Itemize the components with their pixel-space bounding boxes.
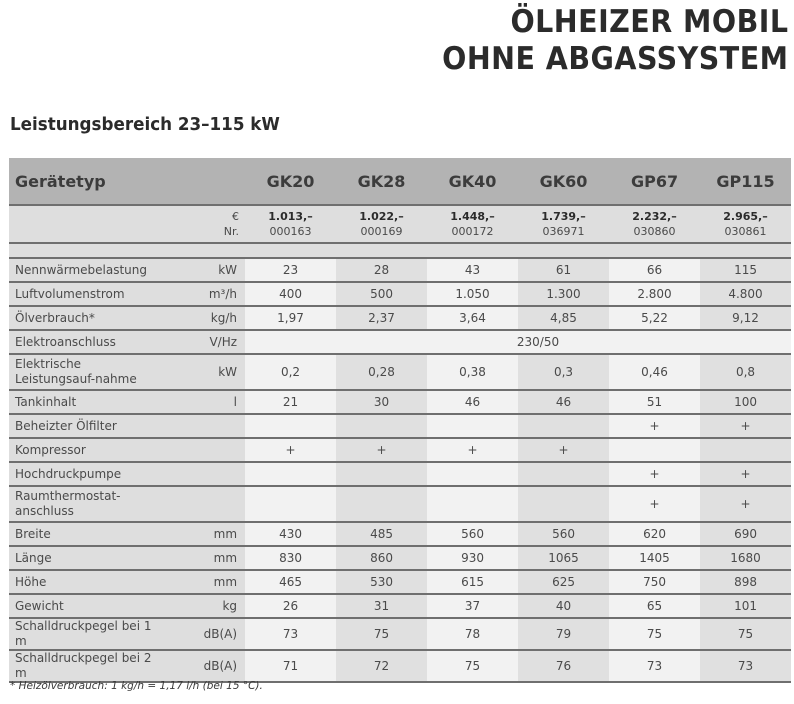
value-cell xyxy=(518,486,609,522)
model-header: GK28 xyxy=(336,158,427,205)
value-cell: 75 xyxy=(336,618,427,650)
row-unit: dB(A) xyxy=(164,650,245,682)
value-cell: 40 xyxy=(518,594,609,618)
article-number: 000172 xyxy=(451,225,494,238)
section-subtitle: Leistungsbereich 23–115 kW xyxy=(10,114,280,135)
value-cell: 79 xyxy=(518,618,609,650)
value-cell: 400 xyxy=(245,282,336,306)
price: 1.022,– xyxy=(359,210,404,223)
row-label: Ölverbrauch* xyxy=(15,310,95,325)
row-label-cell xyxy=(9,594,164,618)
price-cell xyxy=(700,205,791,243)
table-row xyxy=(9,282,791,306)
title-line-1: ÖLHEIZER MOBIL xyxy=(509,4,788,40)
row-label: Elektrische Leistungsauf-nahme xyxy=(15,357,137,386)
value-cell: 830 xyxy=(245,546,336,570)
row-label: Beheizter Ölfilter xyxy=(15,418,117,433)
price-cell xyxy=(336,205,427,243)
row-unit: dB(A) xyxy=(164,618,245,650)
value-cell xyxy=(518,414,609,438)
value-cell: 51 xyxy=(609,390,700,414)
value-cell: 46 xyxy=(427,390,518,414)
value-cell: 1.050 xyxy=(427,282,518,306)
table-row xyxy=(9,594,791,618)
row-label-cell xyxy=(9,438,164,462)
row-label-cell xyxy=(9,390,164,414)
value-cell: 0,8 xyxy=(700,354,791,390)
row-label-cell xyxy=(9,618,164,650)
price: 2.232,– xyxy=(632,210,677,223)
row-label-cell xyxy=(9,414,164,438)
value-cell: + xyxy=(700,414,791,438)
value-cell: 430 xyxy=(245,522,336,546)
row-label: Luftvolumenstrom xyxy=(15,286,125,301)
price: 1.739,– xyxy=(541,210,586,223)
value-cell: 30 xyxy=(336,390,427,414)
table-row xyxy=(9,438,791,462)
row-label: Elektroanschluss xyxy=(15,334,116,349)
row-unit: mm xyxy=(164,546,245,570)
row-label: Kompressor xyxy=(15,442,86,457)
article-number: 030860 xyxy=(633,225,676,238)
value-cell: + xyxy=(427,438,518,462)
footnote: * Heizölverbrauch: 1 kg/h = 1,17 l/h (bei 15 °C). xyxy=(10,680,263,692)
value-cell: 31 xyxy=(336,594,427,618)
row-label-cell xyxy=(9,330,164,354)
table-row xyxy=(9,486,791,522)
row-label: Breite xyxy=(15,526,51,541)
value-cell: 0,28 xyxy=(336,354,427,390)
value-cell: 9,12 xyxy=(700,306,791,330)
value-cell: 1065 xyxy=(518,546,609,570)
row-label-cell xyxy=(9,354,164,390)
table-row xyxy=(9,306,791,330)
value-cell: 100 xyxy=(700,390,791,414)
row-label: Gewicht xyxy=(15,598,64,613)
value-cell: 750 xyxy=(609,570,700,594)
value-cell: 2,37 xyxy=(336,306,427,330)
row-unit: mm xyxy=(164,522,245,546)
row-unit: mm xyxy=(164,570,245,594)
row-label: Raumthermostat-anschluss xyxy=(15,489,121,518)
value-cell: 0,46 xyxy=(609,354,700,390)
value-cell: 73 xyxy=(609,650,700,682)
value-cell: 78 xyxy=(427,618,518,650)
row-unit: m³/h xyxy=(164,282,245,306)
value-cell: 65 xyxy=(609,594,700,618)
value-cell: + xyxy=(700,462,791,486)
value-cell xyxy=(427,414,518,438)
row-unit: V/Hz xyxy=(164,330,245,354)
value-cell: 1680 xyxy=(700,546,791,570)
model-header: GK40 xyxy=(427,158,518,205)
row-label-cell xyxy=(9,570,164,594)
value-cell: 75 xyxy=(609,618,700,650)
value-cell: 5,22 xyxy=(609,306,700,330)
value-cell: 26 xyxy=(245,594,336,618)
row-label-cell xyxy=(9,258,164,282)
value-cell: 101 xyxy=(700,594,791,618)
row-label-cell xyxy=(9,462,164,486)
value-cell xyxy=(245,486,336,522)
value-cell xyxy=(427,486,518,522)
value-cell xyxy=(336,486,427,522)
spec-body xyxy=(9,258,791,682)
table-row xyxy=(9,522,791,546)
value-cell: 898 xyxy=(700,570,791,594)
value-cell: + xyxy=(609,486,700,522)
article-number: 030861 xyxy=(724,225,767,238)
value-cell: 46 xyxy=(518,390,609,414)
value-cell: 4.800 xyxy=(700,282,791,306)
price-cell xyxy=(609,205,700,243)
article-number: 000163 xyxy=(269,225,312,238)
value-cell: 28 xyxy=(336,258,427,282)
row-label: Hochdruckpumpe xyxy=(15,466,122,481)
price: 1.448,– xyxy=(450,210,495,223)
value-cell: + xyxy=(700,486,791,522)
price-cell xyxy=(245,205,336,243)
table-row xyxy=(9,546,791,570)
value-cell: 0,38 xyxy=(427,354,518,390)
row-label-cell xyxy=(9,486,164,522)
value-cell: 690 xyxy=(700,522,791,546)
table-header-row xyxy=(9,158,791,205)
value-cell: 61 xyxy=(518,258,609,282)
spacer-row xyxy=(9,243,791,258)
value-cell: 530 xyxy=(336,570,427,594)
spec-table xyxy=(9,158,791,683)
value-cell: 76 xyxy=(518,650,609,682)
price: 2.965,– xyxy=(723,210,768,223)
row-label: Nennwärmebelastung xyxy=(15,262,148,277)
value-cell: 0,3 xyxy=(518,354,609,390)
value-cell: 75 xyxy=(427,650,518,682)
table-row xyxy=(9,390,791,414)
price-cell xyxy=(518,205,609,243)
number-unit: Nr. xyxy=(223,225,240,238)
value-cell xyxy=(518,462,609,486)
row-label: Tankinhalt xyxy=(15,394,77,409)
value-cell: 930 xyxy=(427,546,518,570)
value-cell: 465 xyxy=(245,570,336,594)
value-cell: 0,2 xyxy=(245,354,336,390)
price-row xyxy=(9,205,791,243)
row-label-cell xyxy=(9,522,164,546)
value-cell: 485 xyxy=(336,522,427,546)
value-cell: 1,97 xyxy=(245,306,336,330)
value-cell xyxy=(609,438,700,462)
row-unit: kW xyxy=(164,258,245,282)
value-cell: 71 xyxy=(245,650,336,682)
type-header: Gerätetyp xyxy=(9,158,245,205)
model-header: GP115 xyxy=(700,158,791,205)
value-cell: + xyxy=(336,438,427,462)
value-cell: 23 xyxy=(245,258,336,282)
value-cell: 66 xyxy=(609,258,700,282)
row-label: Schalldruckpegel bei 1 m xyxy=(15,619,152,648)
value-cell: 560 xyxy=(518,522,609,546)
value-cell: 620 xyxy=(609,522,700,546)
row-unit xyxy=(164,438,245,462)
value-cell: + xyxy=(609,414,700,438)
value-cell xyxy=(336,414,427,438)
row-unit xyxy=(164,462,245,486)
value-cell xyxy=(427,462,518,486)
document-title xyxy=(442,4,788,78)
table-row xyxy=(9,258,791,282)
value-cell: 73 xyxy=(245,618,336,650)
row-unit: kg xyxy=(164,594,245,618)
row-unit: l xyxy=(164,390,245,414)
value-cell xyxy=(245,414,336,438)
value-cell: + xyxy=(245,438,336,462)
value-cell: 75 xyxy=(700,618,791,650)
euro-unit: € xyxy=(232,210,240,223)
model-header: GK60 xyxy=(518,158,609,205)
table-row xyxy=(9,650,791,682)
value-cell: 3,64 xyxy=(427,306,518,330)
value-cell: 1405 xyxy=(609,546,700,570)
article-number: 036971 xyxy=(542,225,585,238)
price-units xyxy=(164,205,245,243)
value-cell: 560 xyxy=(427,522,518,546)
row-label: Höhe xyxy=(15,574,47,589)
value-cell: 115 xyxy=(700,258,791,282)
value-cell: 1.300 xyxy=(518,282,609,306)
title-line-2: OHNE ABGASSYSTEM xyxy=(441,41,788,77)
table-row xyxy=(9,330,791,354)
table-row xyxy=(9,618,791,650)
row-unit: kW xyxy=(164,354,245,390)
row-label-cell xyxy=(9,306,164,330)
row-unit xyxy=(164,414,245,438)
value-cell: + xyxy=(609,462,700,486)
merged-value-cell: 230/50 xyxy=(245,330,791,354)
value-cell: 21 xyxy=(245,390,336,414)
model-header: GK20 xyxy=(245,158,336,205)
row-unit xyxy=(164,486,245,522)
value-cell: 72 xyxy=(336,650,427,682)
table-row xyxy=(9,354,791,390)
value-cell: 625 xyxy=(518,570,609,594)
value-cell xyxy=(336,462,427,486)
value-cell: + xyxy=(518,438,609,462)
row-label: Schalldruckpegel bei 2 m xyxy=(15,651,152,680)
price-label-empty xyxy=(9,205,164,243)
row-unit: kg/h xyxy=(164,306,245,330)
table-row xyxy=(9,414,791,438)
value-cell: 43 xyxy=(427,258,518,282)
value-cell: 37 xyxy=(427,594,518,618)
table-row xyxy=(9,570,791,594)
value-cell: 615 xyxy=(427,570,518,594)
value-cell: 73 xyxy=(700,650,791,682)
price-cell xyxy=(427,205,518,243)
value-cell: 2.800 xyxy=(609,282,700,306)
row-label-cell xyxy=(9,546,164,570)
row-label: Länge xyxy=(15,550,52,565)
model-header: GP67 xyxy=(609,158,700,205)
article-number: 000169 xyxy=(360,225,403,238)
table-row xyxy=(9,462,791,486)
value-cell xyxy=(245,462,336,486)
value-cell: 860 xyxy=(336,546,427,570)
price: 1.013,– xyxy=(268,210,313,223)
value-cell: 4,85 xyxy=(518,306,609,330)
value-cell: 500 xyxy=(336,282,427,306)
row-label-cell xyxy=(9,650,164,682)
row-label-cell xyxy=(9,282,164,306)
value-cell xyxy=(700,438,791,462)
